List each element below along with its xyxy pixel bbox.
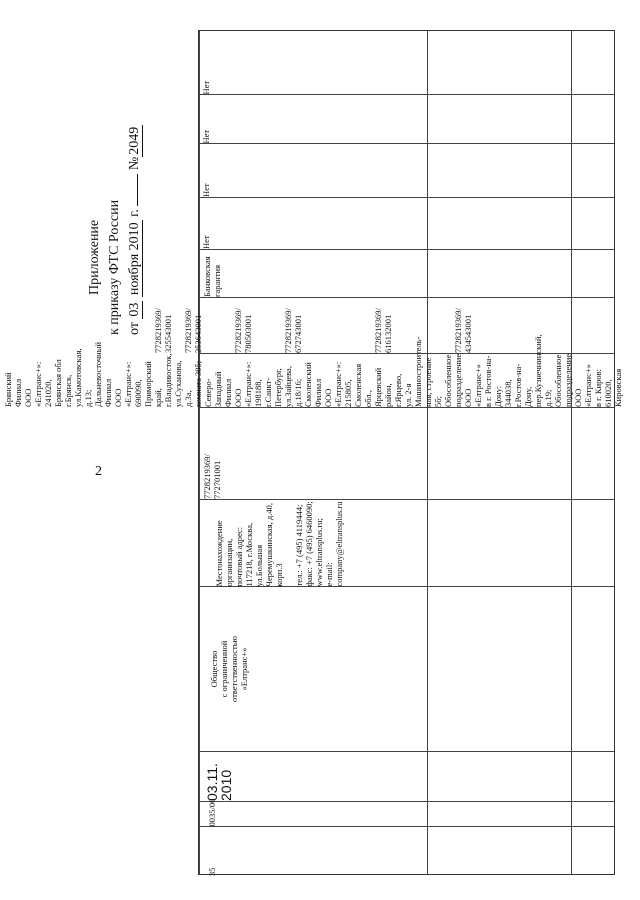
no-value-2: Нет: [201, 183, 211, 197]
cell-location: [199, 499, 359, 586]
grid-line: [199, 407, 614, 408]
grid-line: [199, 94, 614, 95]
number-prefix: №: [127, 156, 142, 171]
grid-line: [199, 197, 614, 198]
grid-line: [199, 249, 614, 250]
branches-list: Брянский Филиал ООО «Елтранс+»: 241020, Брянская обл г.Брянск, ул.Камотовская, д.13; Дальневосточный Филиал ООО «Елтранс+»: 690090, Приморский край, г.Владивосток, ул.Суханова, д.3а, комната 305; Северо-Западный Филиал ООО «Елтранс+»: 198188, г.Санкт- Петербург, ул.Зайцева, д.18/16; Смоленский Филиал ООО «Елтранс+»: 215805, Смоленская обл., Ярцевский район, г.Ярцево, ул. 2-я Машиностроитель- ная, строение 5б; Обособленное подразделение ООО «Елтранс+» в г. Ростов-на-Дону: 344038, г.Ростов-на- Дону, пер.Кузнечнинский, д.19; Обособленное подразделение ООО «Елтранс+» в г. Киров: 610020, Кировская: [3, 334, 623, 407]
grid-line: [199, 143, 614, 144]
appendix-header: [85, 125, 145, 335]
cell-registry-number: [199, 798, 224, 826]
inn-kpp: 7728219369/ 772701001: [201, 454, 222, 499]
cell-no-3: [199, 94, 213, 143]
guarantee-type: Банковская гарантия: [202, 256, 222, 297]
appendix-title: Приложение: [87, 219, 102, 295]
branch-inn-kpp: 7728219369/ 325543001 7728219369/ 253643001 7728219369/ 780503001 7728219369/ 672743001 7728219369/ 616132001 7728219369/ 434543001: [153, 308, 473, 353]
no-value-3: Нет: [201, 129, 211, 143]
page-number: 2: [95, 464, 102, 479]
issue-date: 03.11. 2010: [204, 763, 234, 801]
cell-inn-kpp: [199, 407, 224, 499]
grid-line: [427, 31, 428, 874]
cell-no-4: [199, 31, 213, 94]
grid-line: [199, 801, 614, 802]
grid-line: [199, 751, 614, 752]
cell-no-1: [199, 197, 213, 249]
cell-branch-inn-kpp: [153, 297, 473, 353]
cell-organization: [199, 586, 259, 751]
date-prefix: от: [127, 322, 142, 335]
grid-line: [199, 826, 614, 827]
blank-underline: [137, 174, 138, 206]
organization-name: Общество с ограниченной ответственностью «Елтранс+»: [209, 635, 249, 702]
cell-guarantee: [199, 249, 225, 297]
date-day: 03: [127, 302, 142, 317]
no-value-4: Нет: [201, 80, 211, 94]
date-month-year: ноября 2010: [127, 222, 142, 296]
appendix-date-line: [125, 125, 145, 335]
organization-location: Местонахождение организации, почтовый адрес: 117218, г.Москва, ул.Большая Черемушкинская, д.40, корп.3 тел.: +7 (495) 4119444; факс: +7 (495) 6460090; www.eltransplus.ru; e-mail: company@eltransplus.ru: [214, 500, 344, 586]
registry-number: 0035/00: [206, 798, 217, 826]
appendix-order-ref: к приказу ФТС России: [107, 199, 122, 335]
grid-line: [571, 31, 572, 874]
cell-no-2: [199, 143, 213, 197]
cell-branches: [3, 334, 623, 407]
row-number: 35: [206, 867, 217, 876]
cell-date: [199, 751, 239, 801]
no-value-1: Нет: [201, 235, 211, 249]
year-suffix: г.: [127, 209, 142, 217]
cell-row-number: [199, 826, 224, 876]
order-number: 2049: [127, 126, 142, 155]
